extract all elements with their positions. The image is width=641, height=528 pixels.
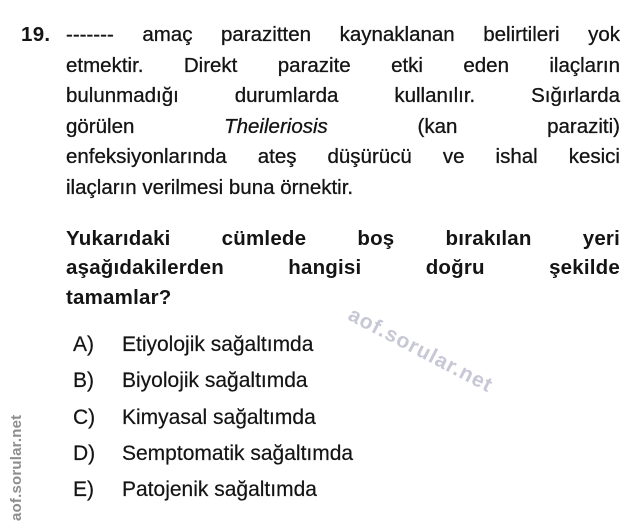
prompt-line-3: tamamlar? xyxy=(66,285,172,309)
option-row-a xyxy=(73,327,353,363)
paragraph-line-4-word1: görülen xyxy=(66,114,135,138)
paragraph-line-4-word3: (kan paraziti) xyxy=(417,114,620,138)
paragraph-line-1: ------- amaç parazitten kaynaklanan belirtileri yok xyxy=(66,23,620,46)
option-text-e: Patojenik sağaltımda xyxy=(122,478,317,502)
question-prompt xyxy=(66,224,620,312)
option-letter-d: D) xyxy=(73,441,96,465)
option-row-e xyxy=(73,472,353,508)
option-letter-e: E) xyxy=(73,478,94,502)
option-text-b: Biyolojik sağaltımda xyxy=(122,369,308,393)
options-list xyxy=(73,327,353,508)
watermark-vertical-left: aof.sorular.net xyxy=(8,414,25,521)
paragraph-line-3: bulunmadığı durumlarda kullanılır. Sığırlarda xyxy=(66,84,620,108)
latin-term-italic: Theileriosis xyxy=(224,114,328,138)
option-row-b xyxy=(73,363,353,399)
paragraph-line-2: etmektir. Direkt parazite etki eden ilaçların xyxy=(66,53,620,77)
option-text-c: Kimyasal sağaltımda xyxy=(122,405,316,429)
paragraph-line-6: ilaçların verilmesi buna örnektir. xyxy=(66,175,354,199)
option-text-d: Semptomatik sağaltımda xyxy=(122,441,354,465)
question-number: 19. xyxy=(21,23,51,46)
prompt-line-2: aşağıdakilerden hangisi doğru şekilde xyxy=(66,256,620,280)
option-letter-a: A) xyxy=(73,333,94,356)
prompt-line-1: Yukarıdaki cümlede boş bırakılan yeri xyxy=(66,227,620,250)
option-letter-b: B) xyxy=(73,369,94,393)
option-row-d xyxy=(73,436,353,472)
paragraph-line-4 xyxy=(66,112,620,143)
option-letter-c: C) xyxy=(73,405,96,429)
question-paragraph xyxy=(66,20,620,204)
watermark-diagonal: aof.sorular.net xyxy=(344,303,497,398)
paragraph-line-5: enfeksiyonlarında ateş düşürücü ve ishal kesici xyxy=(66,145,620,169)
option-text-a: Etiyolojik sağaltımda xyxy=(122,333,314,356)
option-row-c xyxy=(73,400,353,436)
